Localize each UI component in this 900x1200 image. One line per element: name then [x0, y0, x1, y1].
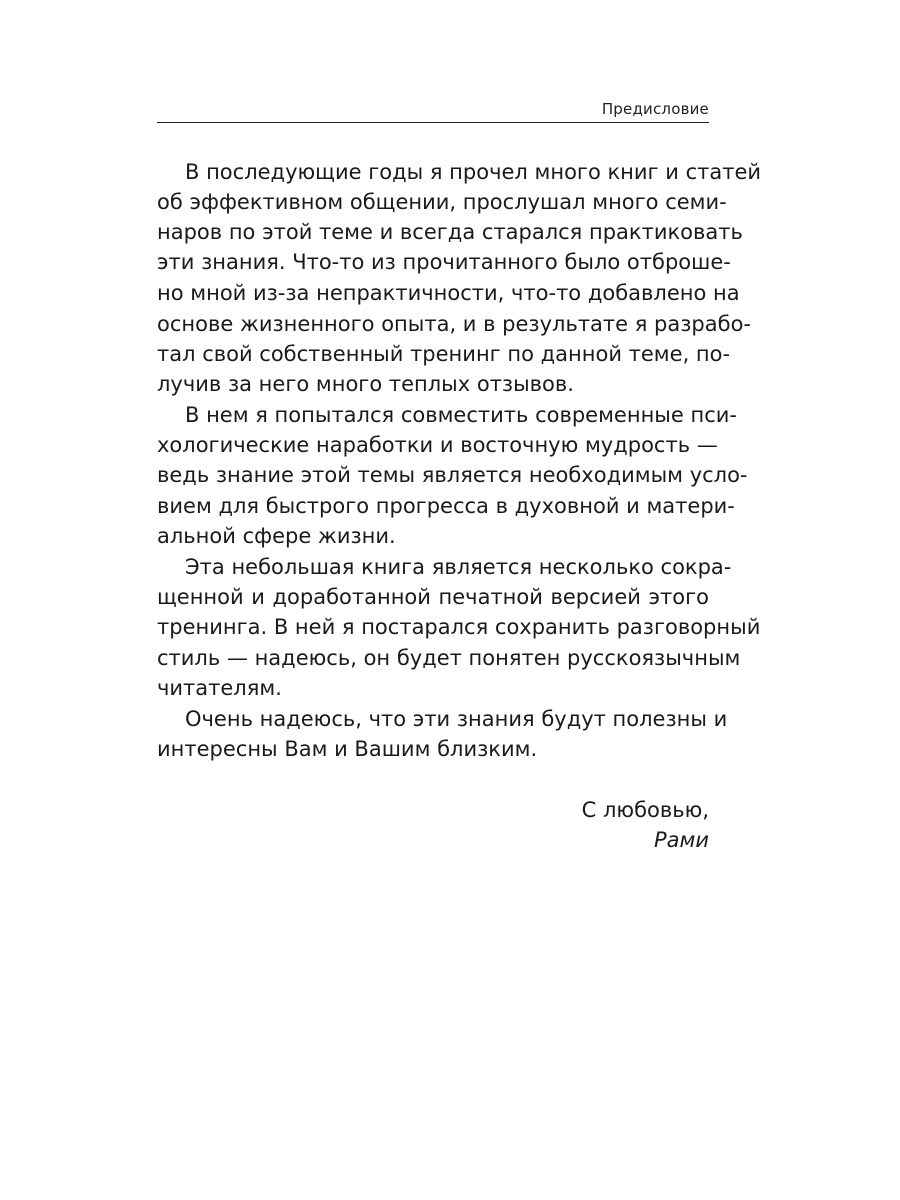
paragraph-3-line-2: щенной и доработанной печатной версией этого — [157, 585, 709, 609]
running-head: Предисловие — [601, 100, 709, 118]
paragraph-3-line-1: Эта небольшая книга является несколько сокра- — [185, 555, 732, 579]
paragraph-2-line-2: хологические наработки и восточную мудрость — — [157, 433, 718, 457]
paragraph-2-line-3: ведь знание этой темы является необходимым усло- — [157, 463, 748, 487]
paragraph-2-line-1: В нем я попытался совместить современные пси- — [185, 403, 737, 427]
paragraph-4-line-2: интересны Вам и Вашим близким. — [157, 737, 538, 761]
paragraph-3-line-4: стиль — надеюсь, он будет понятен русскоязычным — [157, 646, 741, 670]
paragraph-1-line-8: лучив за него много теплых отзывов. — [157, 372, 574, 396]
paragraph-1-line-7: тал свой собственный тренинг по данной теме, по- — [157, 342, 731, 366]
paragraph-4-line-1: Очень надеюсь, что эти знания будут полезны и — [185, 707, 728, 731]
paragraph-1-line-2: об эффективном общении, прослушал много семи- — [157, 190, 727, 214]
paragraph-2-line-4: вием для быстрого прогресса в духовной и матери- — [157, 494, 735, 518]
paragraph-2-line-5: альной сфере жизни. — [157, 524, 396, 548]
paragraph-3-line-5: читателям. — [157, 676, 282, 700]
paragraph-1-line-5: но мной из-за непрактичности, что-то добавлено на — [157, 281, 740, 305]
header-rule — [157, 122, 709, 123]
signature-name: Рами — [653, 828, 709, 852]
paragraph-1-line-3: наров по этой теме и всегда старался практиковать — [157, 220, 743, 244]
paragraph-1-line-1: В последующие годы я прочел много книг и статей — [185, 160, 762, 184]
signature-closing: С любовью, — [581, 798, 709, 822]
paragraph-1-line-4: эти знания. Что-то из прочитанного было отброше- — [157, 250, 731, 274]
paragraph-1-line-6: основе жизненного опыта, и в результате я разрабо- — [157, 312, 751, 336]
paragraph-3-line-3: тренинга. В ней я постарался сохранить разговорный — [157, 615, 761, 639]
